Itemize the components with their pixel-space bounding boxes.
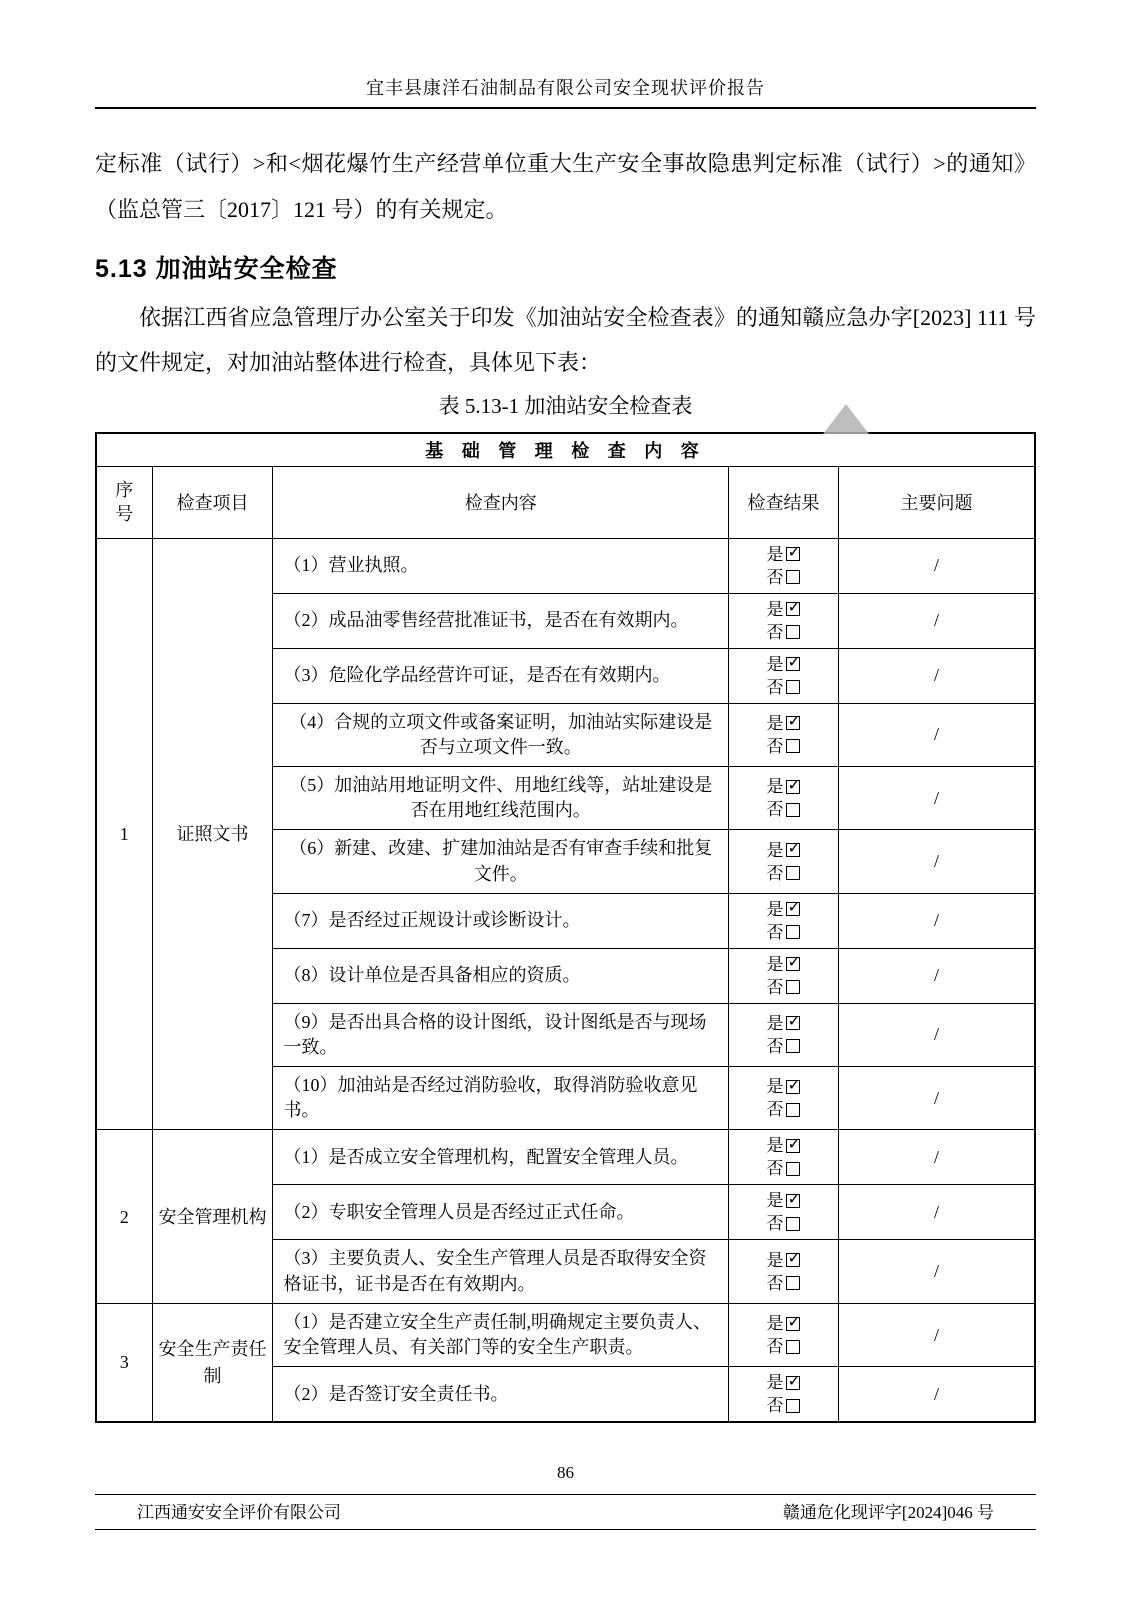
checkbox-empty-icon — [786, 1217, 800, 1231]
main-problem-cell: / — [839, 1367, 1035, 1423]
result-no-label: 否 — [766, 1214, 784, 1234]
main-problem-cell: / — [839, 1303, 1035, 1366]
result-no-label: 否 — [766, 1036, 784, 1056]
row-group-number: 1 — [96, 538, 152, 1130]
result-yes-line — [729, 1012, 838, 1035]
report-header-title: 宜丰县康洋石油制品有限公司安全现状评价报告 — [95, 0, 1036, 109]
result-no-line — [729, 735, 838, 758]
check-result-cell — [728, 538, 838, 593]
body-paragraph-1: 定标准（试行）>和<烟花爆竹生产经营单位重大生产安全事故隐患判定标准（试行）>的通知》（监总管三〔2017〕121 号）的有关规定。 — [95, 151, 1036, 222]
row-group-project: 证照文书 — [152, 538, 273, 1130]
check-content-cell: （7）是否经过正规设计或诊断设计。 — [273, 893, 728, 948]
checkbox-checked-icon — [786, 1248, 801, 1268]
check-content-cell: （1）营业执照。 — [273, 538, 728, 593]
checkbox-checked-icon — [786, 952, 801, 972]
footer-company: 江西通安安全评价有限公司 — [137, 1503, 341, 1522]
checkbox-checked-icon — [786, 1311, 801, 1331]
main-problem-cell: / — [839, 703, 1035, 766]
check-content-cell: （1）是否成立安全管理机构，配置安全管理人员。 — [273, 1130, 728, 1185]
checkbox-empty-icon — [786, 866, 800, 880]
column-header-number: 序号 — [96, 467, 152, 539]
result-no-label: 否 — [766, 1273, 784, 1293]
result-yes-label: 是 — [766, 899, 784, 919]
table-row — [96, 538, 1035, 593]
check-content-cell: （4）合规的立项文件或备案证明，加油站实际建设是否与立项文件一致。 — [273, 703, 728, 766]
checkbox-empty-icon — [786, 980, 800, 994]
check-result-cell — [728, 1185, 838, 1240]
result-yes-label: 是 — [766, 1013, 784, 1033]
check-result-cell — [728, 1130, 838, 1185]
main-problem-cell: / — [839, 1240, 1035, 1303]
check-result-cell — [728, 648, 838, 703]
table-row — [96, 1303, 1035, 1366]
main-problem-cell: / — [839, 893, 1035, 948]
row-group-number: 3 — [96, 1303, 152, 1422]
result-no-label: 否 — [766, 622, 784, 642]
result-no-line — [729, 1098, 838, 1121]
checkbox-checked-icon — [786, 1133, 801, 1153]
check-result-cell — [728, 593, 838, 648]
checkbox-empty-icon — [786, 570, 800, 584]
result-no-label: 否 — [766, 736, 784, 756]
checkbox-checked-icon — [786, 838, 801, 858]
row-group-project: 安全生产责任制 — [152, 1303, 273, 1422]
check-content-cell: （10）加油站是否经过消防验收，取得消防验收意见书。 — [273, 1067, 728, 1130]
check-content-cell: （3）危险化学品经营许可证，是否在有效期内。 — [273, 648, 728, 703]
checkbox-checked-icon — [786, 1188, 801, 1208]
check-mark-icon: ✓ — [787, 1370, 801, 1390]
checkbox-empty-icon — [786, 1103, 800, 1117]
result-no-line — [729, 798, 838, 821]
checkbox-empty-icon — [786, 925, 800, 939]
result-no-line — [729, 862, 838, 885]
checkbox-checked-icon — [786, 711, 801, 731]
result-no-line — [729, 1157, 838, 1180]
result-yes-label: 是 — [766, 1373, 784, 1393]
column-header-project: 检查项目 — [152, 467, 273, 539]
main-problem-cell: / — [839, 1003, 1035, 1066]
result-yes-line — [729, 1249, 838, 1272]
result-yes-label: 是 — [766, 840, 784, 860]
check-result-cell — [728, 1367, 838, 1423]
checkbox-checked-icon — [786, 597, 801, 617]
watermark-triangle-icon — [821, 402, 871, 436]
page-footer — [95, 1463, 1036, 1530]
result-no-line — [729, 1394, 838, 1417]
footer-bar — [95, 1494, 1036, 1530]
checkbox-empty-icon — [786, 1276, 800, 1290]
result-yes-label: 是 — [766, 544, 784, 564]
checkbox-empty-icon — [786, 739, 800, 753]
result-yes-line — [729, 712, 838, 735]
result-no-line — [729, 1212, 838, 1235]
result-no-line — [729, 1335, 838, 1358]
main-problem-cell: / — [839, 538, 1035, 593]
check-content-cell: （5）加油站用地证明文件、用地红线等，站址建设是否在用地红线范围内。 — [273, 766, 728, 829]
row-group-project: 安全管理机构 — [152, 1130, 273, 1303]
check-result-cell — [728, 1003, 838, 1066]
check-mark-icon: ✓ — [787, 542, 801, 562]
checkbox-empty-icon — [786, 680, 800, 694]
check-mark-icon: ✓ — [787, 652, 801, 672]
result-yes-label: 是 — [766, 1136, 784, 1156]
check-mark-icon: ✓ — [787, 711, 801, 731]
result-no-line — [729, 921, 838, 944]
result-yes-line — [729, 653, 838, 676]
main-problem-cell: / — [839, 648, 1035, 703]
check-mark-icon: ✓ — [787, 597, 801, 617]
check-mark-icon: ✓ — [787, 1011, 801, 1031]
checkbox-checked-icon — [786, 774, 801, 794]
main-problem-cell: / — [839, 948, 1035, 1003]
result-yes-label: 是 — [766, 599, 784, 619]
result-no-label: 否 — [766, 1100, 784, 1120]
result-yes-label: 是 — [766, 1077, 784, 1097]
check-content-cell: （6）新建、改建、扩建加油站是否有审查手续和批复文件。 — [273, 830, 728, 893]
result-yes-label: 是 — [766, 954, 784, 974]
checkbox-empty-icon — [786, 1039, 800, 1053]
result-yes-label: 是 — [766, 1314, 784, 1334]
table-caption: 表 5.13-1 加油站安全检查表 — [438, 394, 693, 418]
check-mark-icon: ✓ — [787, 897, 801, 917]
result-no-line — [729, 621, 838, 644]
checkbox-checked-icon — [786, 542, 801, 562]
check-mark-icon: ✓ — [787, 1311, 801, 1331]
result-yes-label: 是 — [766, 1250, 784, 1270]
result-yes-line — [729, 898, 838, 921]
main-problem-cell: / — [839, 1185, 1035, 1240]
result-no-label: 否 — [766, 1159, 784, 1179]
check-result-cell — [728, 1303, 838, 1366]
column-header-result: 检查结果 — [728, 467, 838, 539]
inspection-table — [95, 432, 1036, 1423]
table-body — [96, 538, 1035, 1422]
main-problem-cell: / — [839, 766, 1035, 829]
result-no-label: 否 — [766, 1396, 784, 1416]
result-yes-line — [729, 1134, 838, 1157]
checkbox-empty-icon — [786, 803, 800, 817]
check-content-cell: （2）专职安全管理人员是否经过正式任命。 — [273, 1185, 728, 1240]
result-yes-line — [729, 1371, 838, 1394]
result-yes-label: 是 — [766, 1191, 784, 1211]
result-no-label: 否 — [766, 977, 784, 997]
page-number: 86 — [557, 1463, 574, 1482]
result-yes-line — [729, 543, 838, 566]
result-yes-label: 是 — [766, 713, 784, 733]
check-content-cell: （3）主要负责人、安全生产管理人员是否取得安全资格证书，证书是否在有效期内。 — [273, 1240, 728, 1303]
check-mark-icon: ✓ — [787, 1188, 801, 1208]
table-banner: 基 础 管 理 检 查 内 容 — [96, 433, 1035, 467]
result-no-label: 否 — [766, 800, 784, 820]
check-result-cell — [728, 703, 838, 766]
result-no-line — [729, 976, 838, 999]
result-yes-line — [729, 1312, 838, 1335]
main-problem-cell: / — [839, 1130, 1035, 1185]
check-mark-icon: ✓ — [787, 774, 801, 794]
checkbox-checked-icon — [786, 1074, 801, 1094]
check-result-cell — [728, 893, 838, 948]
result-no-line — [729, 676, 838, 699]
check-result-cell — [728, 766, 838, 829]
check-mark-icon: ✓ — [787, 1248, 801, 1268]
main-problem-cell: / — [839, 1067, 1035, 1130]
checkbox-checked-icon — [786, 1370, 801, 1390]
result-no-line — [729, 566, 838, 589]
result-yes-line — [729, 1189, 838, 1212]
result-yes-line — [729, 598, 838, 621]
result-no-label: 否 — [766, 1337, 784, 1357]
checkbox-empty-icon — [786, 1399, 800, 1413]
check-result-cell — [728, 948, 838, 1003]
check-result-cell — [728, 1240, 838, 1303]
result-yes-line — [729, 839, 838, 862]
column-header-problem: 主要问题 — [839, 467, 1035, 539]
row-group-number: 2 — [96, 1130, 152, 1303]
main-problem-cell: / — [839, 830, 1035, 893]
check-mark-icon: ✓ — [787, 1074, 801, 1094]
checkbox-checked-icon — [786, 1011, 801, 1031]
checkbox-empty-icon — [786, 625, 800, 639]
table-wrapper — [95, 432, 1036, 1423]
checkbox-checked-icon — [786, 652, 801, 672]
section-heading: 5.13 加油站安全检查 — [95, 254, 338, 283]
result-yes-label: 是 — [766, 777, 784, 797]
result-no-label: 否 — [766, 567, 784, 587]
result-no-label: 否 — [766, 863, 784, 883]
result-yes-line — [729, 1075, 838, 1098]
check-content-cell: （1）是否建立安全生产责任制,明确规定主要负责人、安全管理人员、有关部门等的安全生产职责。 — [273, 1303, 728, 1366]
checkbox-checked-icon — [786, 897, 801, 917]
body-paragraph-2: 依据江西省应急管理厅办公室关于印发《加油站安全检查表》的通知赣应急办字[2023] 111 号的文件规定，对加油站整体进行检查，具体见下表： — [95, 304, 1036, 376]
result-yes-line — [729, 775, 838, 798]
check-result-cell — [728, 830, 838, 893]
check-mark-icon: ✓ — [787, 838, 801, 858]
result-no-line — [729, 1272, 838, 1295]
table-row — [96, 1130, 1035, 1185]
check-content-cell: （9）是否出具合格的设计图纸，设计图纸是否与现场一致。 — [273, 1003, 728, 1066]
result-no-line — [729, 1035, 838, 1058]
checkbox-empty-icon — [786, 1162, 800, 1176]
result-yes-line — [729, 953, 838, 976]
footer-doc-number: 赣通危化现评字[2024]046 号 — [782, 1503, 994, 1522]
check-mark-icon: ✓ — [787, 1133, 801, 1153]
column-header-content: 检查内容 — [273, 467, 728, 539]
main-problem-cell: / — [839, 593, 1035, 648]
check-content-cell: （2）是否签订安全责任书。 — [273, 1367, 728, 1423]
checkbox-empty-icon — [786, 1340, 800, 1354]
table-banner-row — [96, 433, 1035, 467]
check-result-cell — [728, 1067, 838, 1130]
table-column-header-row — [96, 467, 1035, 539]
check-content-cell: （2）成品油零售经营批准证书，是否在有效期内。 — [273, 593, 728, 648]
check-mark-icon: ✓ — [787, 952, 801, 972]
result-no-label: 否 — [766, 677, 784, 697]
result-yes-label: 是 — [766, 654, 784, 674]
result-no-label: 否 — [766, 922, 784, 942]
check-content-cell: （8）设计单位是否具备相应的资质。 — [273, 948, 728, 1003]
